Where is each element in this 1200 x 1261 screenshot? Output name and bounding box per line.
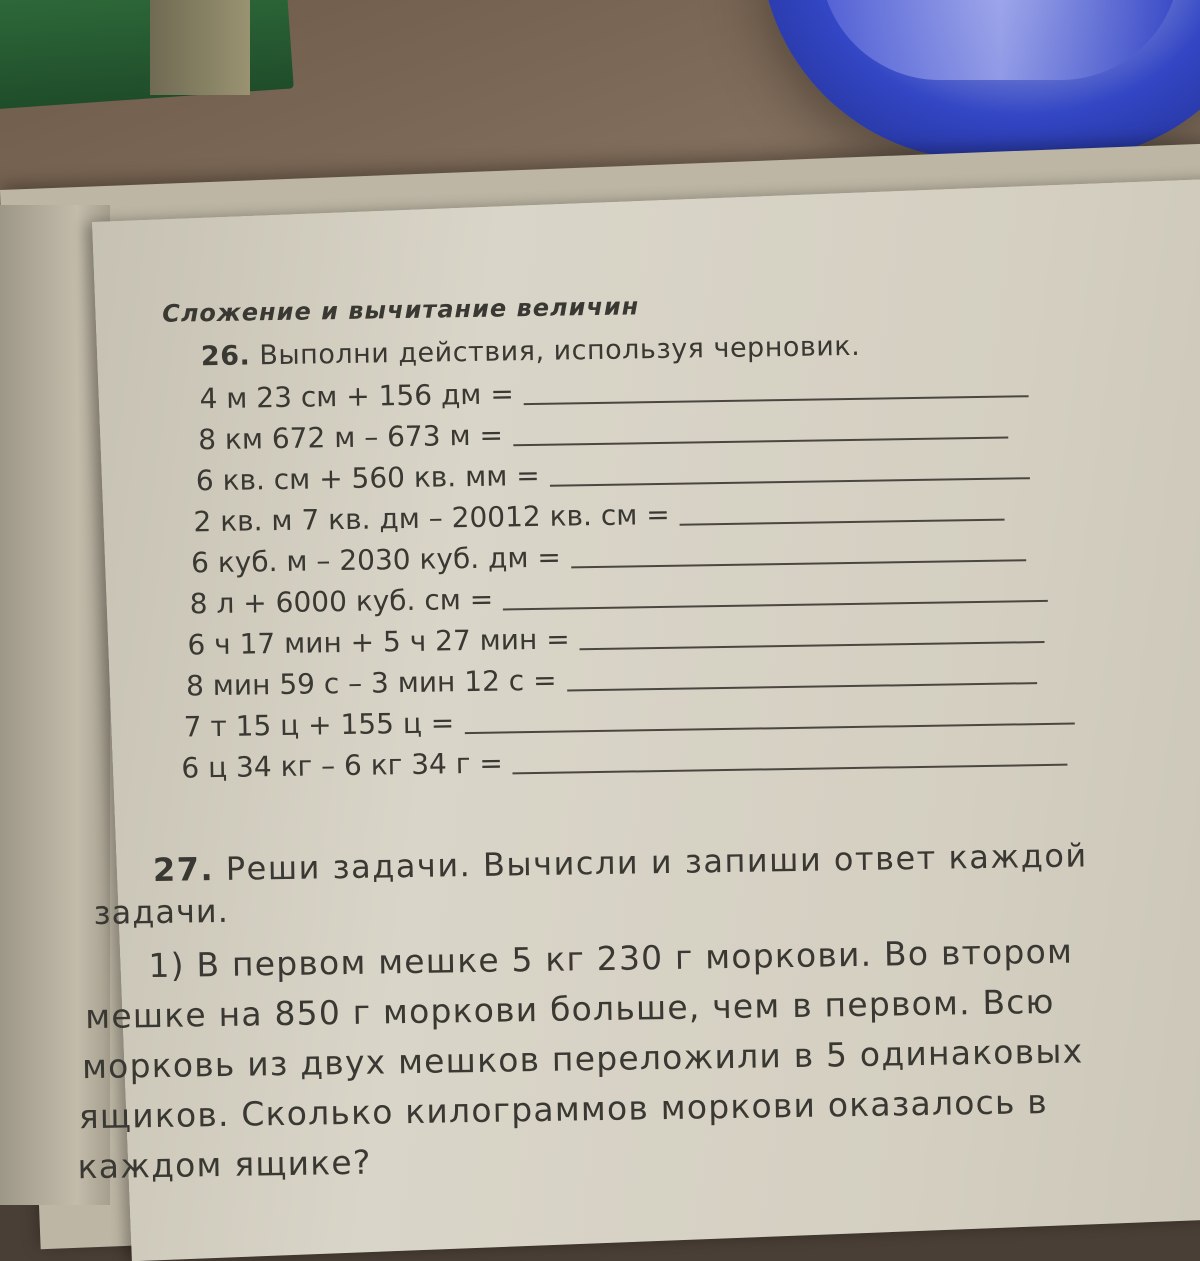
answer-line [464,723,1074,735]
exercise-expression: 6 ч 17 мин + 5 ч 27 мин = [187,622,570,662]
exercise-expression: 8 мин 59 с – 3 мин 12 с = [185,663,557,703]
task-26-number: 26. [200,340,251,373]
answer-line [524,395,1029,405]
page-content [77,283,1200,1191]
green-box-insert [150,0,250,95]
exercise-expression: 7 т 15 ц + 155 ц = [183,706,455,744]
answer-line [567,682,1037,691]
answer-line [513,437,1008,447]
answer-line [513,764,1068,775]
answer-line [503,600,1048,611]
exercise-expression: 6 кв. см + 560 кв. мм = [195,458,540,498]
problem-line: 1) В первом мешке 5 кг 230 г моркови. Во втором [148,931,1074,986]
task-27-instruction: Реши задачи. Вычисли и запиши ответ каждой [225,836,1088,888]
task-27-instruction-cont: задачи. [93,891,230,932]
problem-line: ящиков. Сколько килограммов моркови оказалось в [78,1081,1049,1137]
answer-line [571,559,1026,568]
task-26-instruction: Выполни действия, используя черновик. [259,330,861,372]
exercise-expression: 6 ц 34 кг – 6 кг 34 г = [181,746,504,785]
exercise-expression: 6 куб. м – 2030 куб. дм = [190,540,562,580]
problem-line: морковь из двух мешков переложили в 5 одинаковых [81,1031,1084,1087]
answer-line [680,519,1005,526]
task-27-number: 27. [152,850,215,890]
task-27 [77,834,1200,1191]
exercise-list [151,362,1200,789]
answer-line [550,477,1030,487]
problem-line: каждом ящике? [77,1142,372,1187]
exercise-expression: 4 м 23 см + 156 дм = [199,377,515,416]
exercise-expression: 8 км 672 м – 673 м = [197,418,504,457]
answer-line [580,641,1045,650]
problem-line: мешке на 850 г моркови больше, чем в первом. Всю [84,981,1055,1037]
exercise-expression: 8 л + 6000 куб. см = [189,582,494,621]
problem-1 [77,924,1200,1192]
section-title: Сложение и вычитание величин [161,292,640,328]
exercise-expression: 2 кв. м 7 кв. дм – 20012 кв. см = [193,497,670,539]
